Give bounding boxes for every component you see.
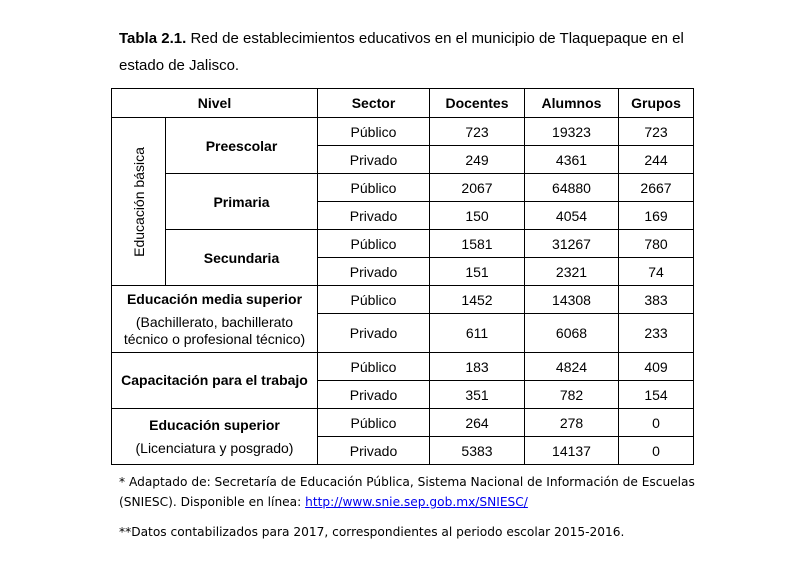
level-preescolar: Preescolar (166, 118, 318, 174)
footnote-period: **Datos contabilizados para 2017, correspondientes al periodo escolar 2015-2016. (119, 525, 625, 539)
source-link[interactable]: http://www.snie.sep.gob.mx/SNIESC/ (305, 495, 528, 509)
cell-alumnos: 4824 (525, 353, 619, 381)
cell-grupos: 74 (619, 258, 694, 286)
media-superior-title: Educación media superior (126, 290, 303, 307)
cell-docentes: 151 (430, 258, 525, 286)
cell-grupos: 0 (619, 437, 694, 465)
media-superior-subtitle: (Bachillerato, bachillerato técnico o profesional técnico) (123, 313, 306, 347)
cell-docentes: 2067 (430, 174, 525, 202)
header-nivel: Nivel (112, 89, 318, 118)
superior-title: Educación superior (149, 416, 280, 433)
level-primaria: Primaria (166, 174, 318, 230)
cell-docentes: 5383 (430, 437, 525, 465)
cell-docentes: 611 (430, 314, 525, 353)
cell-docentes: 249 (430, 146, 525, 174)
cell-alumnos: 14308 (525, 286, 619, 314)
cell-sector: Público (318, 409, 430, 437)
cell-grupos: 169 (619, 202, 694, 230)
cell-grupos: 154 (619, 381, 694, 409)
cell-alumnos: 6068 (525, 314, 619, 353)
cell-alumnos: 782 (525, 381, 619, 409)
cell-alumnos: 4054 (525, 202, 619, 230)
footnotes (119, 472, 699, 542)
cell-grupos: 233 (619, 314, 694, 353)
cell-docentes: 264 (430, 409, 525, 437)
table-row (112, 409, 694, 437)
cell-docentes: 1452 (430, 286, 525, 314)
cell-docentes: 1581 (430, 230, 525, 258)
cell-alumnos: 2321 (525, 258, 619, 286)
level-superior (112, 409, 318, 465)
cell-alumnos: 64880 (525, 174, 619, 202)
basic-education-label: Educación básica (112, 118, 166, 286)
cell-grupos: 383 (619, 286, 694, 314)
table-header-row (112, 89, 694, 118)
establishments-table (111, 88, 694, 465)
header-alumnos: Alumnos (525, 89, 619, 118)
level-capacitacion (112, 353, 318, 409)
table-row (112, 174, 694, 202)
caption-label: Tabla 2.1. (119, 30, 187, 47)
cell-docentes: 183 (430, 353, 525, 381)
cell-sector: Privado (318, 314, 430, 353)
table-row (112, 353, 694, 381)
cell-sector: Público (318, 230, 430, 258)
cell-sector: Privado (318, 146, 430, 174)
header-docentes: Docentes (430, 89, 525, 118)
cell-alumnos: 14137 (525, 437, 619, 465)
table-row (112, 118, 694, 146)
table-row (112, 286, 694, 314)
superior-subtitle: (Licenciatura y posgrado) (135, 439, 294, 456)
cell-docentes: 351 (430, 381, 525, 409)
footnote-source (119, 472, 699, 512)
cell-grupos: 723 (619, 118, 694, 146)
level-secundaria: Secundaria (166, 230, 318, 286)
cell-grupos: 2667 (619, 174, 694, 202)
capacitacion-title: Capacitación para el trabajo (121, 372, 308, 388)
cell-grupos: 409 (619, 353, 694, 381)
cell-docentes: 723 (430, 118, 525, 146)
cell-grupos: 780 (619, 230, 694, 258)
table-row (112, 230, 694, 258)
footnote-source-text: * Adaptado de: Secretaría de Educación Pública, Sistema Nacional de Información de Escuelas (SNIESC). Disponible en línea: (119, 475, 695, 509)
cell-docentes: 150 (430, 202, 525, 230)
cell-sector: Público (318, 353, 430, 381)
cell-alumnos: 31267 (525, 230, 619, 258)
cell-alumnos: 19323 (525, 118, 619, 146)
caption-text: Red de establecimientos educativos en el municipio de Tlaquepaque en el estado de Jalisco. (119, 30, 684, 74)
cell-sector: Privado (318, 202, 430, 230)
cell-alumnos: 278 (525, 409, 619, 437)
header-grupos: Grupos (619, 89, 694, 118)
level-media-superior (112, 286, 318, 353)
cell-sector: Privado (318, 258, 430, 286)
cell-sector: Privado (318, 437, 430, 465)
cell-sector: Privado (318, 381, 430, 409)
cell-grupos: 244 (619, 146, 694, 174)
table-caption (119, 25, 691, 79)
header-sector: Sector (318, 89, 430, 118)
cell-alumnos: 4361 (525, 146, 619, 174)
cell-sector: Público (318, 174, 430, 202)
cell-sector: Público (318, 286, 430, 314)
cell-sector: Público (318, 118, 430, 146)
cell-grupos: 0 (619, 409, 694, 437)
